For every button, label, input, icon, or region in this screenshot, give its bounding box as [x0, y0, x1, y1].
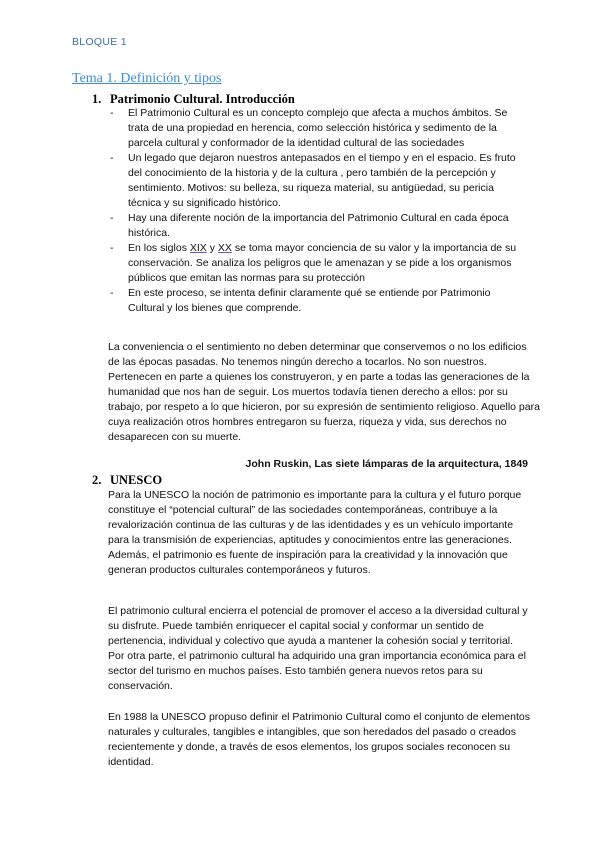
list-item [110, 211, 528, 241]
ruskin-quote: La conveniencia o el sentimiento no deben determinar que conservemos o no los edificios de las épocas pasadas. No tenemos ningún derecho a tocarlos. No son nuestros. Pertenecen en parte a quienes los construyeron, y en parte a todas las generaciones de la humanidad que nos han de seguir. Los muertos todavía tienen derecho a ellos: por su trabajo, por respeto a lo que hicieron, por su expresión de sentimiento religioso. Aquello para cuya realización otros hombres entregaron su fuerza, riqueza y vida, sus derechos no desaparecen con su muerte. [108, 341, 540, 443]
bullet-dash: - [110, 287, 114, 299]
section-heading-unesco [92, 473, 162, 488]
block-label: BLOQUE 1 [72, 36, 127, 48]
bullet-dash: - [110, 152, 114, 164]
bullet-text-end: se toma mayor conciencia de su valor y la importancia de su conservación. Se analiza los peligros que le amenazan y se pide a los organismos públicos que emitan las normas para su protección [128, 242, 517, 284]
unesco-paragraph-2: El patrimonio cultural encierra el potencial de promover el acceso a la diversidad cultural y su disfrute. Puede también enriquecer el capital social y conformar un sentido de pertenencia, individual y colectivo que ayuda a mantener la cohesión social y territorial. Por otra parte, el patrimonio cultural ha adquirido una gran importancia económica para el sector del turismo en muchos países. Esto también genera nuevos retos para su conservación. [108, 605, 528, 692]
list-item [110, 106, 528, 151]
list-item [110, 241, 528, 286]
bullet-dash: - [110, 242, 114, 254]
topic-title[interactable]: Tema 1. Definición y tipos [72, 71, 222, 86]
unesco-paragraph-3: En 1988 la UNESCO propuso definir el Patrimonio Cultural como el conjunto de elementos naturales y culturales, tangibles e intangibles, que son heredados del pasado o creados recientemente y donde, a través de esos elementos, los grupos sociales reconocen su identidad. [108, 711, 530, 768]
bullet-text: En este proceso, se intenta definir claramente qué se entiende por Patrimonio Cultural y los bienes que comprende. [128, 287, 491, 314]
section-number: 1. [92, 92, 102, 106]
section-title: UNESCO [110, 473, 163, 487]
bullet-text: Hay una diferente noción de la importancia del Patrimonio Cultural en cada época histórica. [128, 212, 509, 239]
section-heading-patrimonio [92, 92, 295, 107]
bullet-text: El Patrimonio Cultural es un concepto complejo que afecta a muchos ámbitos. Se trata de una propiedad en herencia, como selección histórica y sedimento de la parcela cultural y conformador de la identidad cultural de las sociedades [128, 107, 508, 149]
bullet-text: Un legado que dejaron nuestros antepasados en el tiempo y en el espacio. Es fruto del conocimiento de la historia y de la cultura , pero también de la percepción y sentimiento. Motivos: su belleza, su riqueza material, su antigüedad, su pericia técnica y su significado histórico. [128, 152, 516, 209]
list-item [110, 151, 528, 211]
bullet-text-conj: y [206, 242, 218, 254]
century-xix: XIX [189, 242, 207, 254]
century-xx: XX [217, 242, 232, 254]
bullet-text-start: En los siglos [128, 242, 190, 254]
bullet-dash: - [110, 107, 114, 119]
intro-bullet-list [110, 106, 528, 316]
unesco-paragraph-1: Para la UNESCO la noción de patrimonio es importante para la cultura y el futuro porque constituye el “potencial cultural” de las sociedades contemporáneas, contribuye a la revalorización continua de las culturas y de las identidades y es un vehículo importante para la transmisión de experiencias, aptitudes y conocimientos entre las generaciones. Además, el patrimonio es fuente de inspiración para la creatividad y la innovación que generan productos culturales contemporáneos y futuros. [108, 489, 522, 576]
section-title: Patrimonio Cultural. Introducción [110, 92, 295, 106]
list-item [110, 286, 528, 316]
bullet-dash: - [110, 212, 114, 224]
quote-attribution: John Ruskin, Las siete lámparas de la arquitectura, 1849 [245, 458, 528, 470]
section-number: 2. [92, 473, 102, 487]
